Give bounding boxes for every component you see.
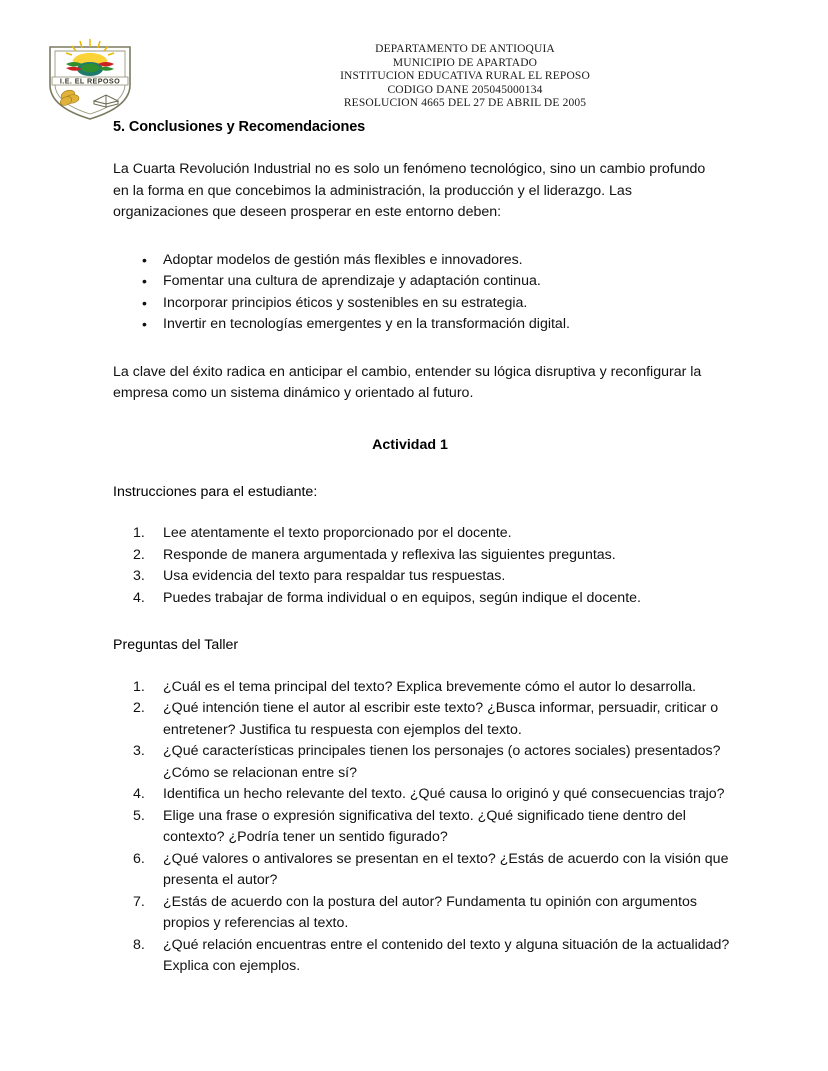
list-item-label: ¿Qué relación encuentras entre el contenido del texto y alguna situación de la actualidad? Explica con ejemplos. bbox=[163, 936, 730, 974]
list-number: 1. bbox=[133, 525, 145, 541]
list-item bbox=[133, 935, 735, 978]
list-item bbox=[142, 293, 723, 315]
instructions-label: Instrucciones para el estudiante: bbox=[113, 483, 318, 500]
list-item bbox=[142, 271, 723, 293]
list-item-label: Usa evidencia del texto para respaldar tus respuestas. bbox=[163, 568, 506, 584]
list-item-label: ¿Estás de acuerdo con la postura del autor? Fundamenta tu opinión con argumentos propios y referencias al texto. bbox=[163, 893, 697, 931]
list-number: 7. bbox=[133, 893, 145, 910]
bullet-icon: • bbox=[142, 294, 147, 311]
list-item bbox=[142, 314, 723, 336]
document-header bbox=[0, 30, 828, 122]
list-number: 5. bbox=[133, 807, 145, 824]
list-item bbox=[133, 588, 723, 610]
bullet-icon: • bbox=[142, 316, 147, 332]
list-number: 2. bbox=[133, 700, 145, 716]
list-item-label: Lee atentamente el texto proporcionado por el docente. bbox=[163, 525, 512, 541]
list-number: 4. bbox=[133, 589, 145, 606]
header-line-municipality: MUNICIPIO DE APARTADO bbox=[392, 56, 538, 69]
list-item bbox=[133, 784, 735, 806]
list-item-label: Puedes trabajar de forma individual o en equipos, según indique el docente. bbox=[163, 589, 641, 606]
header-line-institution: INSTITUCION EDUCATIVA RURAL EL REPOSO bbox=[340, 70, 590, 83]
list-item bbox=[133, 698, 735, 741]
questions-label: Preguntas del Taller bbox=[113, 637, 239, 653]
intro-paragraph: La Cuarta Revolución Industrial no es solo un fenómeno tecnológico, sino un cambio profundo en la forma en que concebimos la administración, la producción y el liderazgo. Las organizaciones que deseen prosperar en este entorno deben: bbox=[113, 161, 706, 220]
list-item bbox=[133, 545, 723, 567]
list-item-label: ¿Qué características principales tienen los personajes (o actores sociales) presentados? ¿Cómo se relacionan entre sí? bbox=[163, 743, 721, 781]
list-number: 6. bbox=[133, 850, 145, 867]
list-item-label: ¿Qué valores o antivalores se presentan en el texto? ¿Estás de acuerdo con la visión que presenta el autor? bbox=[163, 850, 729, 888]
list-number: 1. bbox=[133, 678, 145, 695]
document-content bbox=[0, 118, 828, 978]
list-item bbox=[142, 250, 723, 272]
list-item bbox=[133, 892, 735, 935]
recommendations-bullet-list bbox=[0, 250, 828, 336]
list-number: 3. bbox=[133, 743, 145, 759]
instructions-list bbox=[0, 523, 828, 609]
list-item-label: Identifica un hecho relevante del texto. ¿Qué causa lo originó y qué consecuencias trajo? bbox=[163, 786, 725, 802]
crest-banner-text: I.E. EL REPOSO bbox=[59, 76, 121, 86]
institution-header-text bbox=[160, 43, 770, 111]
bullet-icon: • bbox=[142, 273, 147, 289]
intro-paragraph-block bbox=[113, 159, 718, 224]
list-item-label: Fomentar una cultura de aprendizaje y adaptación continua. bbox=[163, 273, 541, 289]
list-item bbox=[133, 523, 723, 545]
closing-paragraph: La clave del éxito radica en anticipar el cambio, entender su lógica disruptiva y reconfigurar la empresa como un sistema dinámico y orientado al futuro. bbox=[113, 363, 702, 401]
workshop-questions-list bbox=[0, 677, 828, 978]
list-number: 2. bbox=[133, 546, 145, 563]
list-item-label: Adoptar modelos de gestión más flexibles e innovadores. bbox=[163, 251, 523, 268]
list-item bbox=[133, 741, 735, 784]
list-item-label: Invertir en tecnologías emergentes y en la transformación digital. bbox=[163, 316, 570, 332]
header-line-resolution: RESOLUCION 4665 DEL 27 DE ABRIL DE 2005 bbox=[343, 97, 587, 110]
bullet-icon: • bbox=[142, 251, 147, 268]
list-number: 4. bbox=[133, 786, 145, 802]
list-item-label: ¿Qué intención tiene el autor al escribir este texto? ¿Busca informar, persuadir, criticar o entretener? Justifica tu respuesta con ejemplos del texto. bbox=[163, 700, 719, 738]
header-line-department: DEPARTAMENTO DE ANTIOQUIA bbox=[375, 43, 555, 55]
list-item-label: ¿Cuál es el tema principal del texto? Explica brevemente cómo el autor lo desarrolla. bbox=[163, 678, 697, 695]
list-item-label: Responde de manera argumentada y reflexiva las siguientes preguntas. bbox=[163, 546, 616, 563]
list-item-label: Incorporar principios éticos y sostenibles en su estrategia. bbox=[163, 294, 528, 311]
list-number: 3. bbox=[133, 568, 145, 584]
school-crest-logo bbox=[36, 33, 144, 121]
header-line-dane-code: CODIGO DANE 205045000134 bbox=[387, 83, 543, 96]
page-title: 5. Conclusiones y Recomendaciones bbox=[113, 119, 366, 135]
list-number: 8. bbox=[133, 936, 145, 953]
list-item bbox=[133, 849, 735, 892]
list-item-label: Elige una frase o expresión significativa del texto. ¿Qué significado tiene dentro del contexto? ¿Podría tener un sentido figurado? bbox=[163, 807, 686, 845]
list-item bbox=[133, 677, 735, 699]
closing-paragraph-block bbox=[113, 362, 718, 405]
list-item bbox=[133, 566, 723, 588]
list-item bbox=[133, 806, 735, 849]
activity-title: Actividad 1 bbox=[372, 436, 448, 453]
